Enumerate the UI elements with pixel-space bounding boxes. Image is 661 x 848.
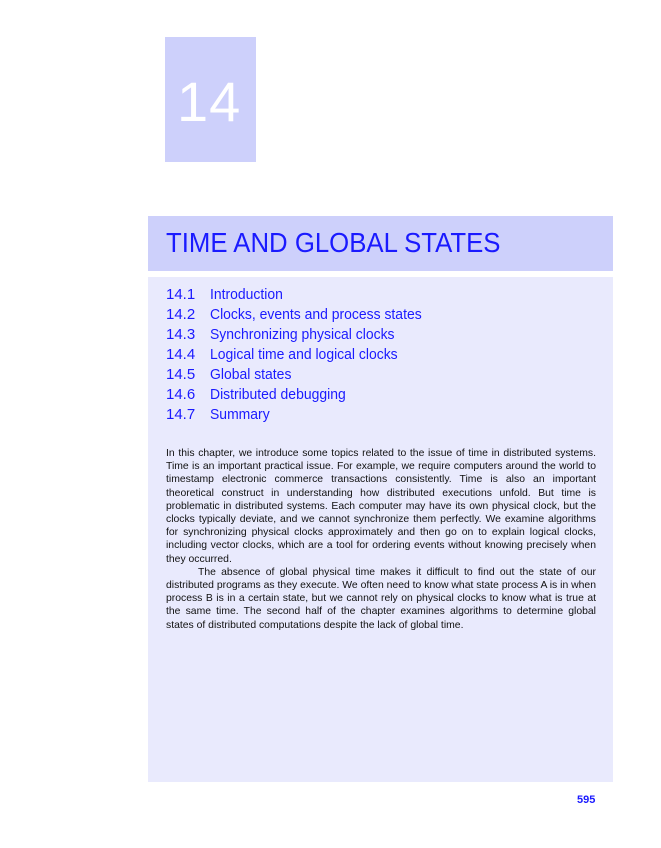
toc-item-14-7 [166,405,438,425]
toc-item-title: Clocks, events and process states [210,306,422,323]
toc-item-14-4 [166,345,438,365]
chapter-title: TIME AND GLOBAL STATES [166,227,501,258]
toc-item-number: 14.2 [166,306,196,323]
toc-item-number: 14.5 [166,366,196,383]
intro-paragraph-2: The absence of global physical time makes it difficult to find out the state of our distributed programs as they execute. We often need to know what state process A is in when process B is in a certain state, but we cannot rely on physical clocks to know what is true at the same time. The second half of the chapter examines algorithms to determine global states of distributed computations despite the lack of global time. [166,566,596,631]
table-of-contents [166,285,438,425]
page-number: 595 [577,794,596,806]
toc-item-number: 14.7 [166,406,196,423]
toc-item-14-5 [166,365,438,385]
toc-item-title: Distributed debugging [210,386,346,403]
chapter-number: 14 [177,70,242,133]
toc-item-14-3 [166,325,438,345]
chapter-introduction [166,447,596,632]
toc-item-number: 14.1 [166,286,196,303]
toc-item-title: Introduction [210,286,283,303]
toc-item-title: Summary [210,406,270,423]
toc-item-number: 14.3 [166,326,196,343]
intro-paragraph-1: In this chapter, we introduce some topics related to the issue of time in distributed systems. Time is an important practical issue. For example, we require computers around the world to timestamp electronic commerce transactions consistently. Time is also an important theoretical construct in understanding how distributed executions unfold. But time is problematic in distributed systems. Each computer may have its own physical clock, but the clocks typically deviate, and we cannot synchronize them perfectly. We examine algorithms for synchronizing physical clocks approximately and then go on to explain logical clocks, including vector clocks, which are a tool for ordering events without knowing precisely when they occurred. [166,448,596,565]
toc-item-title: Logical time and logical clocks [210,346,398,363]
toc-item-14-2 [166,305,438,325]
toc-item-14-1 [166,285,438,305]
toc-item-number: 14.6 [166,386,196,403]
toc-item-14-6 [166,385,438,405]
toc-item-title: Synchronizing physical clocks [210,326,395,343]
toc-item-number: 14.4 [166,346,196,363]
toc-item-title: Global states [210,366,292,383]
